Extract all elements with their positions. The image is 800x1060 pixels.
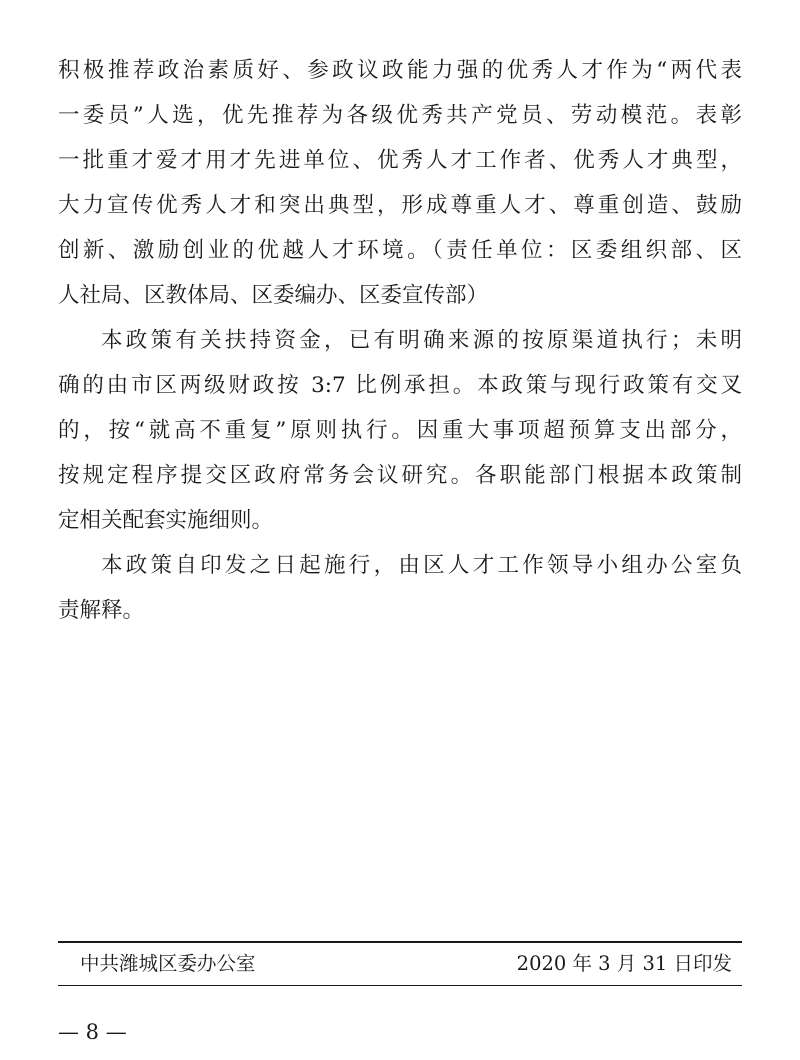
body-line: 大力宣传优秀人才和突出典型，形成尊重人才、尊重创造、鼓励 <box>58 193 742 218</box>
document-body <box>58 48 742 633</box>
paragraph-funding-first-line: 本政策有关扶持资金，已有明确来源的按原渠道执行；未明 <box>101 328 742 353</box>
page-number: — 8 — <box>58 1020 127 1044</box>
body-line: 责解释。 <box>58 598 145 623</box>
body-line: 积极推荐政治素质好、参政议政能力强的优秀人才作为“两代表 <box>58 58 742 83</box>
imprint-top-rule <box>58 941 742 943</box>
body-line: 人社局、区教体局、区委编办、区委宣传部） <box>58 283 489 308</box>
body-line: 创新、激励创业的优越人才环境。（责任单位：区委组织部、区 <box>58 238 742 263</box>
imprint-bottom-rule <box>58 985 742 986</box>
body-line: 确的由市区两级财政按 3:7 比例承担。本政策与现行政策有交叉 <box>58 373 742 398</box>
body-line: 一委员”人选，优先推荐为各级优秀共产党员、劳动模范。表彰 <box>58 103 742 128</box>
imprint-issuer: 中共潍城区委办公室 <box>80 952 256 975</box>
body-line: 的，按“就高不重复”原则执行。因重大事项超预算支出部分， <box>58 418 742 443</box>
paragraph-effective-first-line: 本政策自印发之日起施行，由区人才工作领导小组办公室负 <box>101 553 742 578</box>
imprint-date: 2020 年 3 月 31 日印发 <box>516 952 732 975</box>
body-line: 按规定程序提交区政府常务会议研究。各职能部门根据本政策制 <box>58 463 742 488</box>
body-line: 定相关配套实施细则。 <box>58 508 274 533</box>
body-line: 一批重才爱才用才先进单位、优秀人才工作者、优秀人才典型， <box>58 148 742 173</box>
